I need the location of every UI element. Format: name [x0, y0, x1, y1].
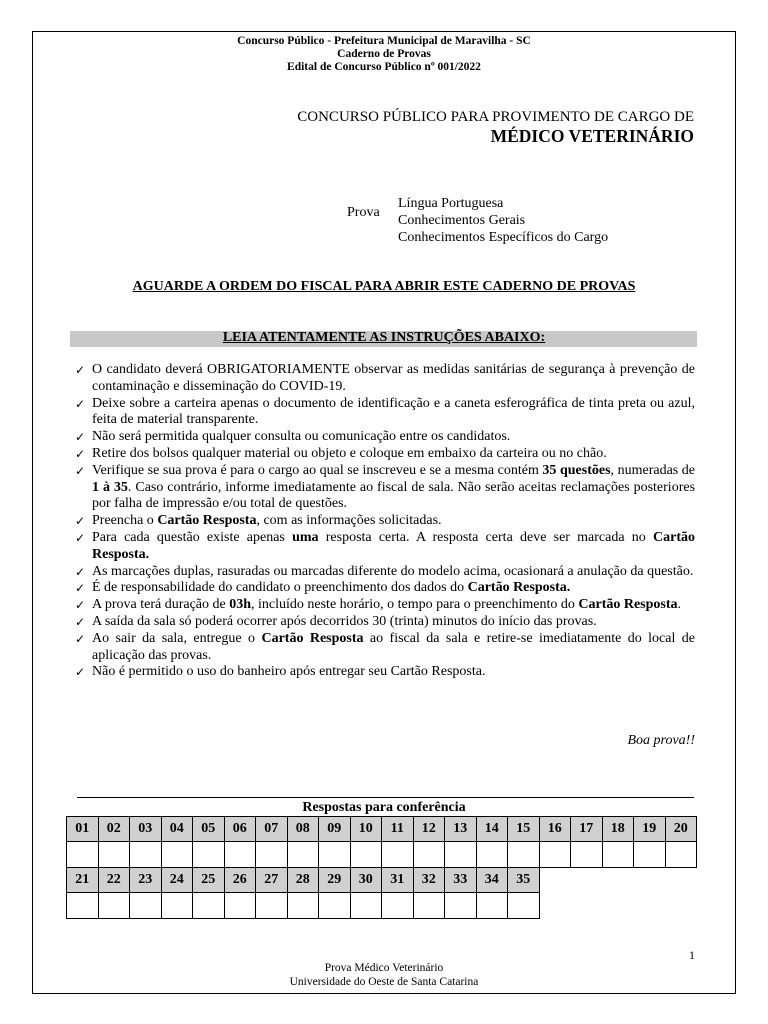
answer-cell[interactable] [319, 842, 351, 868]
header-line-2: Caderno de Provas [337, 48, 431, 60]
answer-cell[interactable] [98, 842, 130, 868]
question-number-cell: 14 [476, 817, 508, 842]
title-line-1: CONCURSO PÚBLICO PARA PROVIMENTO DE CARGO DE [297, 109, 694, 125]
question-number-cell: 18 [602, 817, 634, 842]
question-number-cell: 35 [508, 868, 540, 893]
question-number-cell: 06 [224, 817, 256, 842]
answers-title: Respostas para conferência [302, 800, 466, 815]
question-number-cell: 31 [382, 868, 414, 893]
instruction-text: A saída da sala só poderá ocorrer após decorridos 30 (trinta) minutos do início das provas. [92, 613, 597, 629]
answer-grid-row-2 [66, 867, 540, 919]
checkmark-icon: ✓ [75, 430, 86, 445]
answer-cell[interactable] [98, 893, 130, 919]
checkmark-icon: ✓ [75, 396, 86, 411]
checkmark-icon: ✓ [75, 631, 86, 646]
instruction-text: , incluído neste horário, o tempo para o preenchimento do [251, 597, 579, 613]
instruction-item [75, 513, 695, 530]
checkmark-icon: ✓ [75, 463, 86, 478]
instruction-text: Ao sair da sala, entregue o [92, 630, 262, 646]
prova-subject-list [398, 195, 608, 246]
answer-cell[interactable] [350, 893, 382, 919]
answer-cell[interactable] [67, 842, 99, 868]
answer-cell[interactable] [382, 842, 414, 868]
question-number-cell: 02 [98, 817, 130, 842]
question-number-cell: 17 [571, 817, 603, 842]
checkmark-icon: ✓ [75, 581, 86, 596]
question-number-cell: 27 [256, 868, 288, 893]
title-line-2: MÉDICO VETERINÁRIO [490, 126, 694, 146]
instruction-text: Deixe sobre a carteira apenas o documento de identificação e a caneta esferográfica de tinta preta ou azul, feita de material transparente. [92, 395, 695, 428]
answer-cell[interactable] [224, 842, 256, 868]
answer-cell[interactable] [634, 842, 666, 868]
answer-cell[interactable] [413, 842, 445, 868]
instruction-bold-text: uma [292, 529, 319, 545]
question-number-cell: 26 [224, 868, 256, 893]
question-number-cell: 01 [67, 817, 99, 842]
question-number-cell: 05 [193, 817, 225, 842]
answer-cell[interactable] [665, 842, 697, 868]
instruction-text: ao fiscal da sala e retire-se imediatamente do local de aplicação das provas. [92, 630, 695, 663]
answer-cell[interactable] [571, 842, 603, 868]
divider-line [77, 797, 694, 798]
question-number-cell: 13 [445, 817, 477, 842]
answer-cell[interactable] [539, 842, 571, 868]
checkmark-icon: ✓ [75, 363, 86, 377]
question-number-cell: 32 [413, 868, 445, 893]
answer-cell[interactable] [382, 893, 414, 919]
boa-prova: Boa prova!! [627, 733, 695, 748]
question-number-cell: 34 [476, 868, 508, 893]
checkmark-icon: ✓ [75, 514, 86, 529]
checkmark-icon: ✓ [75, 598, 86, 613]
instruction-text: A prova terá duração de [92, 597, 230, 613]
instruction-bold-text: Cartão Resposta [157, 513, 257, 529]
question-number-cell: 04 [161, 817, 193, 842]
question-number-cell: 20 [665, 817, 697, 842]
answer-cell[interactable] [256, 842, 288, 868]
instruction-bold-text: Cartão Resposta [578, 597, 678, 613]
instructions-list [75, 362, 695, 681]
question-number-cell: 21 [67, 868, 99, 893]
answer-cell[interactable] [161, 842, 193, 868]
instruction-item [75, 580, 695, 597]
instruction-text: Retire dos bolsos qualquer material ou objeto e coloque em embaixo da carteira ou no chão. [92, 445, 607, 461]
instruction-item [75, 597, 695, 614]
question-number-cell: 33 [445, 868, 477, 893]
footer-line-2: Universidade do Oeste de Santa Catarina [289, 976, 479, 988]
question-number-cell: 03 [130, 817, 162, 842]
question-number-cell: 08 [287, 817, 319, 842]
question-number-cell: 28 [287, 868, 319, 893]
instruction-item [75, 396, 695, 430]
instruction-text: Preencha o [92, 513, 158, 529]
prova-label: Prova [347, 205, 380, 220]
answer-cell[interactable] [508, 893, 540, 919]
question-number-cell: 09 [319, 817, 351, 842]
question-number-cell: 07 [256, 817, 288, 842]
instruction-text: , com as informações solicitadas. [256, 513, 442, 529]
answer-cell[interactable] [413, 893, 445, 919]
instruction-bold-text: 1 à 35 [92, 479, 128, 495]
answer-cell[interactable] [476, 842, 508, 868]
answer-cell[interactable] [193, 842, 225, 868]
answer-cell[interactable] [256, 893, 288, 919]
question-number-cell: 10 [350, 817, 382, 842]
instruction-item [75, 614, 695, 631]
checkmark-icon: ✓ [75, 446, 86, 461]
question-number-cell: 11 [382, 817, 414, 842]
answer-cell[interactable] [476, 893, 508, 919]
question-number-cell: 24 [161, 868, 193, 893]
header-line-1: Concurso Público - Prefeitura Municipal de Maravilha - SC [237, 35, 531, 47]
instruction-bold-text: Cartão Resposta. [467, 580, 571, 596]
instruction-item [75, 564, 695, 581]
instruction-item [75, 429, 695, 446]
instruction-text: Não é permitido o uso do banheiro após entregar seu Cartão Resposta. [92, 664, 486, 680]
checkmark-icon: ✓ [75, 530, 86, 545]
instruction-item [75, 631, 695, 665]
question-number-cell: 19 [634, 817, 666, 842]
question-number-cell: 29 [319, 868, 351, 893]
answer-grid-row-1 [66, 816, 697, 868]
instruction-text: O candidato deverá OBRIGATORIAMENTE observar as medidas sanitárias de segurança à prevenção de contaminação e disseminação do COVID-19. [92, 362, 695, 394]
footer-line-1: Prova Médico Veterinário [324, 962, 444, 974]
instruction-bold-text: Cartão Resposta [261, 630, 364, 646]
header-line-3: Edital de Concurso Público nº 001/2022 [287, 61, 481, 73]
answer-cell[interactable] [130, 893, 162, 919]
instructions-heading: LEIA ATENTAMENTE AS INSTRUÇÕES ABAIXO: [222, 330, 546, 345]
instruction-item [75, 446, 695, 463]
instruction-item [75, 530, 695, 564]
instruction-bold-text: 03h [229, 597, 252, 613]
instruction-bold-text: Cartão Resposta. [92, 529, 695, 562]
instruction-text: As marcações duplas, rasuradas ou marcadas diferente do modelo acima, ocasionará a anulação da questão. [92, 563, 694, 579]
instruction-item [75, 463, 695, 513]
question-number-cell: 23 [130, 868, 162, 893]
instruction-text: Para cada questão existe apenas [92, 529, 293, 545]
question-number-cell: 25 [193, 868, 225, 893]
instruction-text: Não será permitida qualquer consulta ou comunicação entre os candidatos. [92, 429, 511, 445]
checkmark-icon: ✓ [75, 665, 86, 680]
prova-subject: Conhecimentos Específicos do Cargo [398, 230, 609, 245]
answer-cell[interactable] [602, 842, 634, 868]
answer-cell[interactable] [130, 842, 162, 868]
question-number-cell: 16 [539, 817, 571, 842]
prova-subject: Conhecimentos Gerais [398, 213, 526, 228]
answer-cell[interactable] [287, 842, 319, 868]
answer-cell[interactable] [319, 893, 351, 919]
answer-cell[interactable] [193, 893, 225, 919]
aguarde-notice: AGUARDE A ORDEM DO FISCAL PARA ABRIR ESTE CADERNO DE PROVAS [132, 279, 636, 294]
answer-cell[interactable] [445, 842, 477, 868]
question-number-cell: 30 [350, 868, 382, 893]
answer-cell[interactable] [350, 842, 382, 868]
instruction-item [75, 664, 695, 681]
answer-cell[interactable] [508, 842, 540, 868]
instruction-bold-text: 35 questões [542, 462, 611, 478]
question-number-cell: 22 [98, 868, 130, 893]
prova-subject: Língua Portuguesa [398, 196, 504, 211]
answer-cell[interactable] [445, 893, 477, 919]
instruction-item [75, 362, 695, 396]
question-number-cell: 12 [413, 817, 445, 842]
answer-cell[interactable] [224, 893, 256, 919]
question-number-cell: 15 [508, 817, 540, 842]
answer-cell[interactable] [161, 893, 193, 919]
checkmark-icon: ✓ [75, 564, 86, 579]
checkmark-icon: ✓ [75, 614, 86, 629]
answer-cell[interactable] [67, 893, 99, 919]
answer-cell[interactable] [287, 893, 319, 919]
instruction-text: . [677, 597, 682, 613]
instruction-text: . Caso contrário, informe imediatamente ao fiscal de sala. Não serão aceitas reclamações posteriores por falha de impressão e/ou total de questões. [92, 479, 696, 512]
instruction-text: resposta certa. A resposta certa deve ser marcada no [318, 529, 653, 545]
page-number: 1 [689, 948, 695, 962]
instruction-text: , numeradas de [610, 462, 696, 478]
instruction-text: É de responsabilidade do candidato o preenchimento dos dados do [92, 580, 468, 596]
instruction-text: Verifique se sua prova é para o cargo ao qual se inscreveu e se a mesma contém [92, 462, 543, 478]
